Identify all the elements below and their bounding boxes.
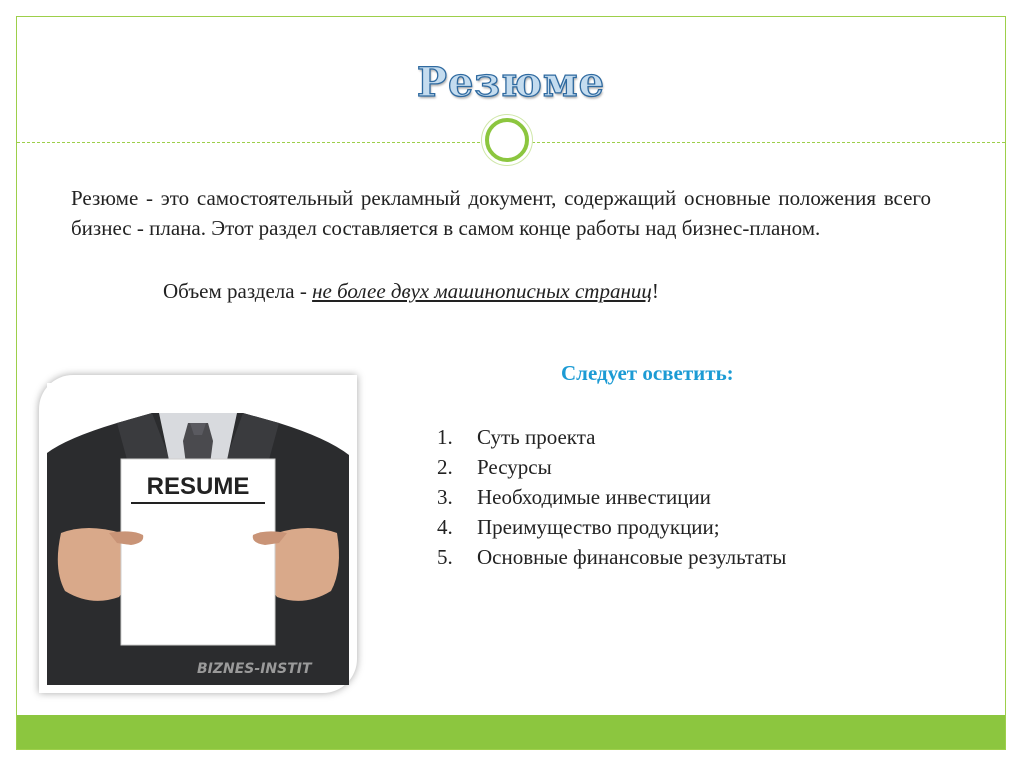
slide [16,16,1006,750]
list-item-number: 1. [437,425,453,449]
list-item-text: Ресурсы [477,455,552,479]
volume-note-emphasis: не более двух машинописных страниц [312,279,652,303]
list-item-text: Необходимые инвестиции [477,485,711,509]
list-item-text: Преимущество продукции; [477,515,720,539]
list-item [437,542,786,572]
list-item [437,512,786,542]
topics-list [437,422,786,572]
image-watermark: BIZNES-INSTIT [197,661,312,677]
list-item [437,452,786,482]
list-item-text: Основные финансовые результаты [477,545,787,569]
list-item-number: 4. [437,515,453,539]
list-item-text: Суть проекта [477,425,596,449]
resume-sheet-text: RESUME [146,473,250,500]
list-item [437,422,786,452]
resume-photo [39,375,357,693]
slide-title: Резюме [416,59,606,106]
divider-ring-icon [485,118,529,162]
intro-paragraph: Резюме - это самостоятельный рекламный документ, содержащий основные положения всего бизнес - плана. Этот раздел составляется в самом конце работы над бизнес-планом. [71,186,931,240]
volume-note-prefix: Объем раздела - [163,279,313,303]
volume-note-suffix: ! [651,279,659,303]
footer-bar [17,715,1005,749]
list-item-number: 3. [437,485,453,509]
list-heading: Следует осветить: [561,361,734,385]
list-item [437,482,786,512]
list-item-number: 2. [437,455,453,479]
man-holding-resume-image [47,383,349,685]
list-item-number: 5. [437,545,453,569]
volume-note [163,276,659,306]
